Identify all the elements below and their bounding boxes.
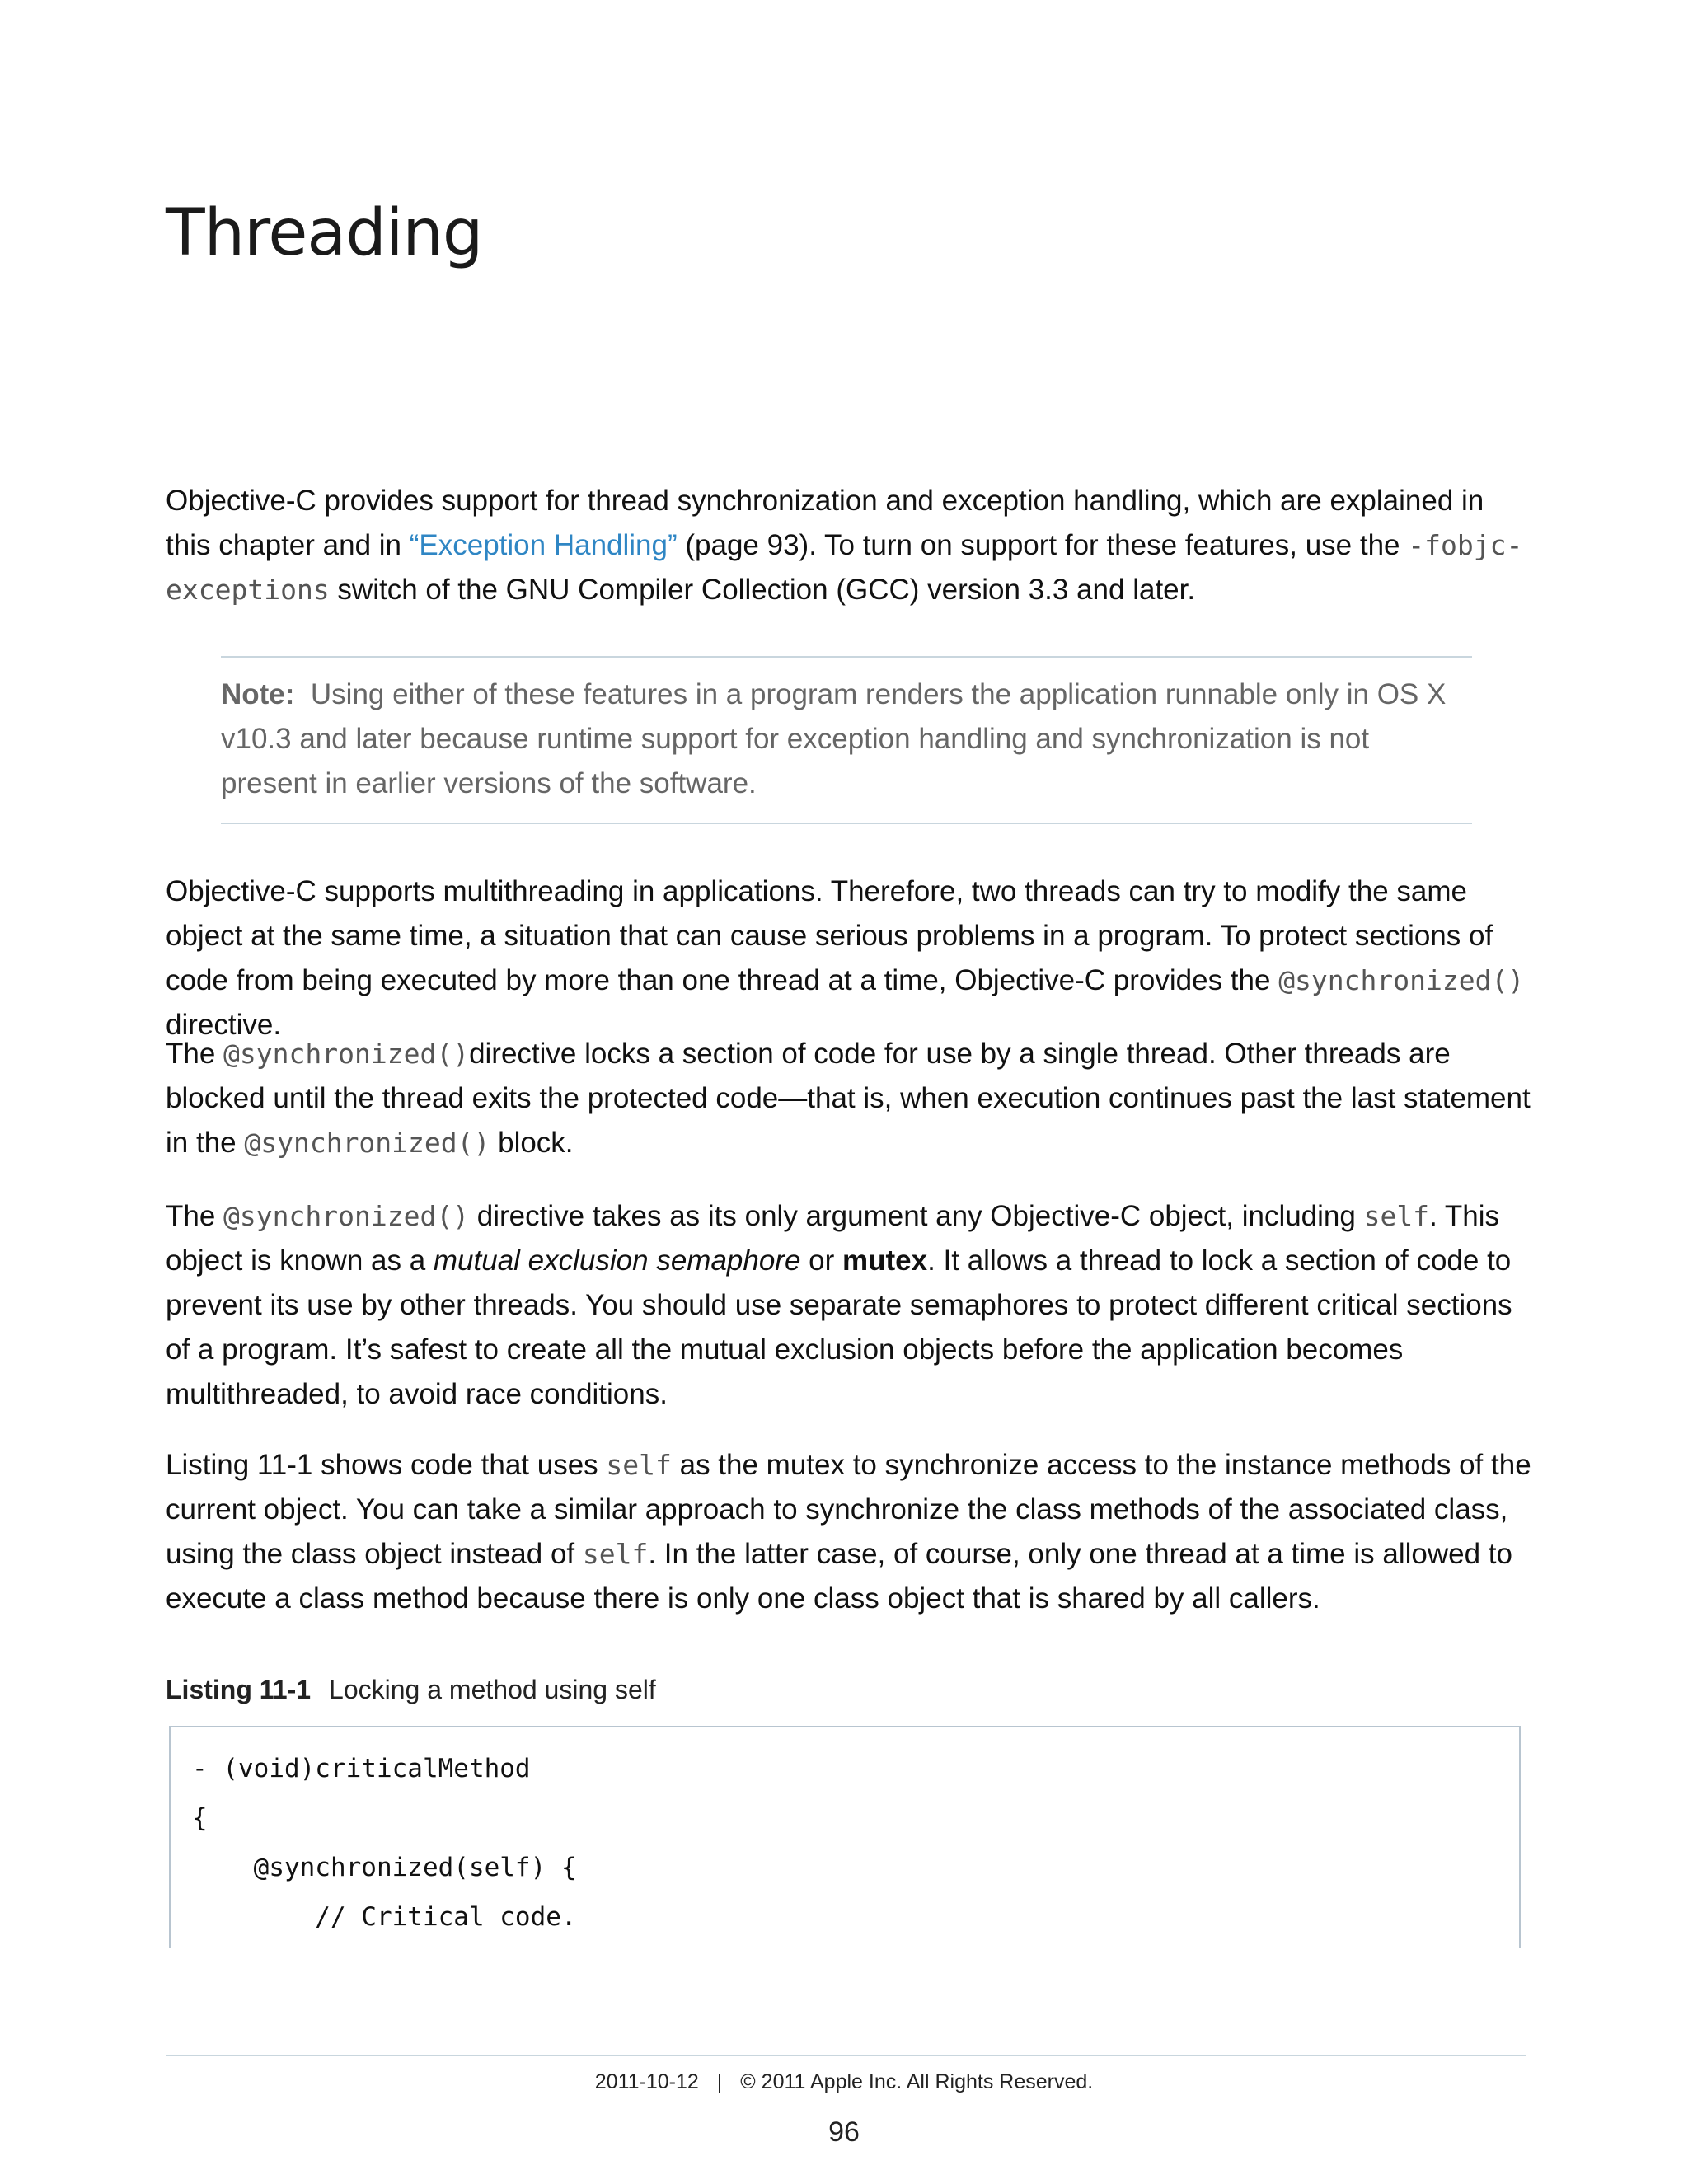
intro-code: -fobjc-exceptions: [166, 529, 1523, 606]
para4-strong: mutex: [842, 1244, 928, 1277]
listing-intro-paragraph: [166, 1443, 1534, 1621]
listing-caption: [166, 1675, 656, 1705]
note-label: Note:: [221, 678, 295, 710]
footer-date: 2011-10-12: [594, 2070, 699, 2093]
para5-text-3: . In the latter case, of course, only one thread at a time is allowed to execute a class method because there is only one class object that is shared by all callers.: [166, 1538, 1512, 1615]
para3-text-2: directive locks a section of code for use by a single thread. Other threads are blocked until the thread exits the protected code—that is, when execution continues past the last statement in the: [166, 1038, 1531, 1159]
mutex-paragraph: [166, 1194, 1534, 1417]
para5-text-2: as the mutex to synchronize access to the instance methods of the current object. You can take a similar approach to synchronize the class methods of the associated class, using the class object instead of: [166, 1449, 1531, 1570]
directive-lock-paragraph: [166, 1032, 1534, 1165]
para3-text-1: The: [166, 1038, 224, 1070]
note-text: Using either of these features in a program renders the application runnable only in OS X v10.3 and later because runtime support for exception handling and synchronization is not present in earlier versions of the software.: [221, 678, 1447, 799]
para5-code-2: self: [582, 1538, 649, 1570]
listing-number: Listing 11-1: [166, 1675, 312, 1704]
para4-emphasis: mutual exclusion semaphore: [433, 1244, 801, 1277]
para4-text-1: The: [166, 1200, 224, 1232]
para5-code-1: self: [606, 1449, 672, 1481]
exception-handling-link[interactable]: “Exception Handling”: [409, 529, 678, 561]
para4-text-4: or: [800, 1244, 842, 1277]
page-number: 96: [828, 2116, 860, 2148]
note-box: [221, 656, 1472, 824]
para2-code: @synchronized(): [1278, 964, 1525, 996]
footer-divider: [166, 2055, 1526, 2056]
intro-text-2: (page 93). To turn on support for these features, use the: [677, 529, 1409, 561]
para5-text-1: Listing 11-1 shows code that uses: [166, 1449, 607, 1481]
para4-text-2: directive takes as its only argument any Objective-C object, including: [469, 1200, 1364, 1232]
para4-code-2: self: [1363, 1200, 1430, 1232]
para3-code-2: @synchronized(): [244, 1127, 490, 1159]
para3-text-3: block.: [490, 1127, 574, 1159]
code-listing-box: [169, 1726, 1521, 1948]
page-title: Threading: [166, 196, 483, 270]
para3-code-1: @synchronized(): [223, 1038, 470, 1070]
code-listing: - (void)criticalMethod { @synchronized(self) { // Critical code.: [192, 1754, 577, 1932]
intro-paragraph: [166, 479, 1534, 612]
para4-text-5: . It allows a thread to lock a section of code to prevent its use by other threads. You should use separate semaphores to protect different critical sections of a program. It’s safest to create all the mutual exclusion objects before the application becomes multithreaded, to avoid race conditions.: [166, 1244, 1512, 1410]
listing-caption-text: Locking a method using self: [329, 1675, 656, 1704]
para2-text-2: directive.: [166, 1009, 282, 1041]
para4-text-3: . This object is known as a: [166, 1200, 1499, 1277]
footer-separator: |: [716, 2070, 723, 2093]
multithreading-paragraph: [166, 869, 1534, 1047]
para2-text-1: Objective-C supports multithreading in applications. Therefore, two threads can try to modify the same object at the same time, a situation that can cause serious problems in a program. To protect sections of code from being executed by more than one thread at a time, Objective-C provides the: [166, 875, 1493, 996]
intro-text-3: switch of the GNU Compiler Collection (GCC) version 3.3 and later.: [329, 574, 1196, 606]
footer-copyright: © 2011 Apple Inc. All Rights Reserved.: [740, 2070, 1094, 2093]
note-paragraph: [221, 673, 1472, 806]
intro-text-1: Objective-C provides support for thread synchronization and exception handling, which are explained in this chapter and in: [166, 485, 1484, 561]
footer: [0, 2070, 1688, 2094]
para4-code-1: @synchronized(): [223, 1200, 470, 1232]
